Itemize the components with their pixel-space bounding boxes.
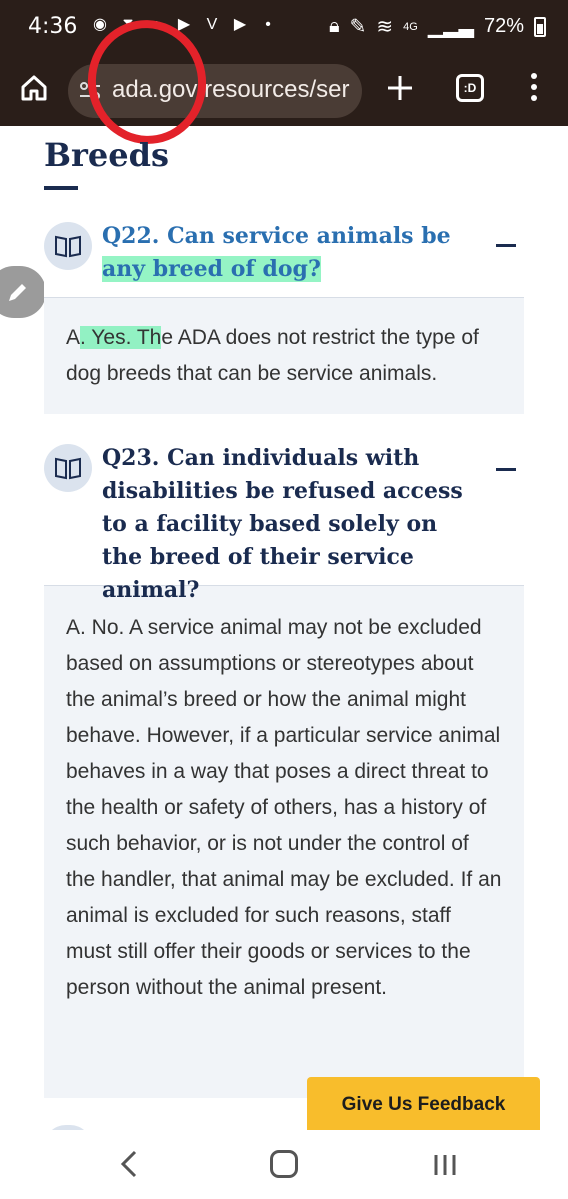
back-icon[interactable] bbox=[118, 1148, 140, 1180]
answer-text-q22 bbox=[66, 320, 506, 392]
discord-icon: ◉ bbox=[93, 16, 107, 33]
status-time: 4:36 bbox=[28, 14, 78, 39]
status-right bbox=[329, 14, 546, 39]
home-icon[interactable] bbox=[20, 74, 48, 102]
url-text: ada.gov/resources/ser bbox=[112, 76, 350, 103]
faq-item-q22 bbox=[44, 210, 524, 414]
hourglass-icon: ⧗ bbox=[122, 16, 134, 33]
wifi-icon: ≋ bbox=[376, 16, 394, 38]
faq-question-q23[interactable] bbox=[44, 432, 524, 603]
timer-icon: ◔ bbox=[151, 16, 161, 33]
network-label: 4G bbox=[403, 20, 418, 33]
battery-percent: 72% bbox=[483, 15, 524, 37]
feedback-button[interactable]: Give Us Feedback bbox=[307, 1077, 540, 1133]
signal-icon: ▁▂▃ bbox=[427, 16, 474, 38]
answer-q22-part2: e ADA does not restrict the type of dog breeds that can be service animals. bbox=[66, 326, 479, 385]
tabs-switcher-button[interactable]: :D bbox=[456, 74, 484, 102]
battery-icon bbox=[534, 17, 546, 37]
answer-text-q23: A. No. A service animal may not be excluded based on assumptions or stereotypes about the animal’s breed or how the animal might behave. However, if a particular service animal behaves in a way that poses a direct threat to the health or safety of others, has a history of such behavior, or is not under the control of the handler, that animal may be excluded. If an animal is excluded for such reasons, staff must still offer their goods or services to the person without the animal present. bbox=[66, 616, 502, 999]
collapse-icon[interactable] bbox=[496, 244, 516, 247]
question-text-q22 bbox=[102, 220, 462, 286]
question-q22-part1: Q22. Can service animals be bbox=[102, 223, 451, 249]
collapse-icon[interactable] bbox=[496, 468, 516, 471]
notification-icons bbox=[90, 16, 278, 34]
address-bar[interactable] bbox=[68, 64, 362, 118]
lock-icon: 🔒︎ bbox=[328, 15, 340, 37]
faq-item-q23 bbox=[44, 432, 524, 1098]
answer-q22-part1: A bbox=[66, 326, 81, 349]
browser-toolbar bbox=[0, 56, 568, 126]
new-tab-icon[interactable] bbox=[384, 72, 416, 104]
v-icon: V bbox=[206, 16, 218, 33]
faq-question-q22[interactable] bbox=[44, 210, 524, 298]
book-icon bbox=[44, 444, 92, 492]
section-title: Breeds bbox=[44, 136, 170, 174]
question-q22-highlight: any breed of dog? bbox=[102, 256, 321, 282]
youtube-icon: ▶ bbox=[177, 16, 191, 33]
site-settings-icon[interactable] bbox=[78, 79, 102, 103]
home-nav-icon[interactable] bbox=[270, 1150, 298, 1178]
book-icon bbox=[44, 222, 92, 270]
answer-q22-highlight: . Yes. Th bbox=[80, 326, 162, 349]
title-underline bbox=[44, 186, 78, 190]
pen-icon: ✎ bbox=[349, 16, 367, 38]
youtube-icon-2: ▶ bbox=[233, 16, 247, 33]
edit-button[interactable] bbox=[0, 266, 46, 318]
more-dot-icon: • bbox=[265, 16, 271, 33]
system-nav-bar bbox=[0, 1130, 568, 1199]
question-text-q23: Q23. Can individuals with disabilities be refused access to a facility based solely on the breed of their service animal? bbox=[102, 445, 463, 603]
recents-icon[interactable] bbox=[432, 1152, 458, 1178]
more-menu-icon[interactable] bbox=[524, 70, 544, 106]
status-bar bbox=[0, 0, 568, 56]
pencil-icon bbox=[6, 280, 30, 304]
